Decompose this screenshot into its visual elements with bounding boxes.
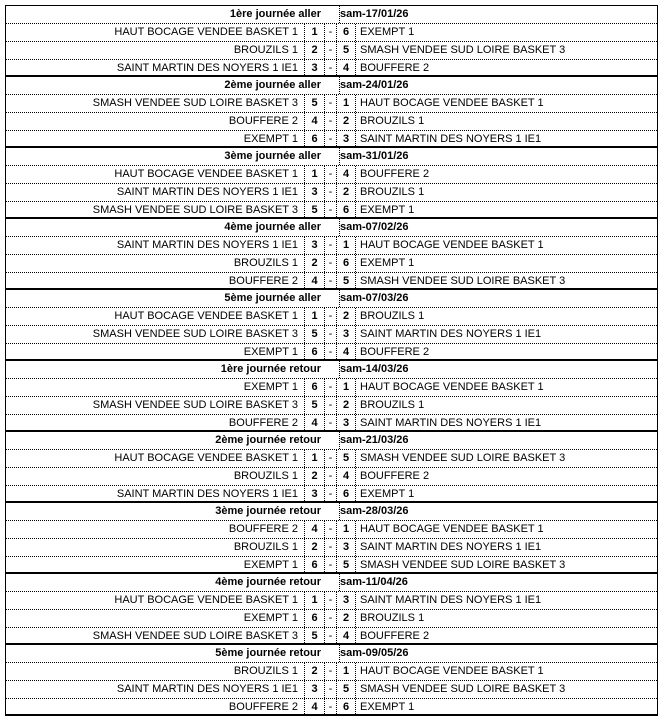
away-number: 2 bbox=[337, 184, 356, 201]
match-separator: - bbox=[325, 184, 337, 201]
round-header bbox=[6, 432, 657, 450]
home-team: HAUT BOCAGE VENDEE BASKET 1 bbox=[6, 450, 305, 467]
round-date: sam-11/04/26 bbox=[340, 576, 408, 588]
round-block bbox=[5, 77, 658, 148]
match-separator: - bbox=[325, 468, 337, 485]
away-number: 4 bbox=[337, 166, 356, 183]
match-separator: - bbox=[325, 397, 337, 414]
away-number: 3 bbox=[337, 131, 356, 148]
match-separator: - bbox=[325, 42, 337, 59]
home-team: EXEMPT 1 bbox=[6, 557, 305, 574]
round-block bbox=[5, 5, 658, 77]
away-number: 2 bbox=[337, 113, 356, 130]
round-title: 5ème journée retour bbox=[215, 647, 321, 659]
away-number: 4 bbox=[337, 344, 356, 361]
away-team: EXEMPT 1 bbox=[360, 26, 415, 38]
away-team: BOUFFERE 2 bbox=[360, 470, 430, 482]
home-number: 1 bbox=[305, 450, 325, 467]
home-number: 4 bbox=[305, 699, 325, 716]
away-number: 5 bbox=[337, 42, 356, 59]
home-team: BOUFFERE 2 bbox=[6, 415, 305, 432]
round-date: sam-31/01/26 bbox=[340, 150, 409, 162]
home-team: BOUFFERE 2 bbox=[6, 113, 305, 130]
match-row bbox=[6, 95, 657, 113]
match-separator: - bbox=[325, 344, 337, 361]
match-row bbox=[6, 255, 657, 273]
match-row bbox=[6, 539, 657, 557]
home-team: BROUZILS 1 bbox=[6, 42, 305, 59]
match-separator: - bbox=[325, 60, 337, 77]
schedule-table bbox=[5, 5, 658, 716]
away-number: 6 bbox=[337, 486, 356, 503]
home-number: 1 bbox=[305, 592, 325, 609]
away-team: BROUZILS 1 bbox=[360, 115, 425, 127]
home-team: SAINT MARTIN DES NOYERS 1 IE1 bbox=[6, 60, 305, 77]
home-number: 2 bbox=[305, 539, 325, 556]
match-row bbox=[6, 273, 657, 290]
away-team: BROUZILS 1 bbox=[360, 310, 425, 322]
away-number: 4 bbox=[337, 468, 356, 485]
match-separator: - bbox=[325, 486, 337, 503]
away-number: 6 bbox=[337, 699, 356, 716]
away-number: 1 bbox=[337, 379, 356, 396]
away-team: SAINT MARTIN DES NOYERS 1 IE1 bbox=[360, 417, 542, 429]
match-row bbox=[6, 202, 657, 219]
away-number: 1 bbox=[337, 237, 356, 254]
home-number: 5 bbox=[305, 326, 325, 343]
away-number: 3 bbox=[337, 326, 356, 343]
match-row bbox=[6, 344, 657, 361]
away-team: HAUT BOCAGE VENDEE BASKET 1 bbox=[360, 665, 544, 677]
round-block bbox=[5, 645, 658, 716]
home-team: SAINT MARTIN DES NOYERS 1 IE1 bbox=[6, 486, 305, 503]
home-number: 5 bbox=[305, 397, 325, 414]
round-title: 2ème journée aller bbox=[224, 79, 321, 91]
match-separator: - bbox=[325, 379, 337, 396]
away-team: SAINT MARTIN DES NOYERS 1 IE1 bbox=[360, 328, 542, 340]
home-team: BROUZILS 1 bbox=[6, 255, 305, 272]
away-team: BOUFFERE 2 bbox=[360, 630, 430, 642]
home-number: 1 bbox=[305, 166, 325, 183]
home-number: 6 bbox=[305, 379, 325, 396]
round-block bbox=[5, 361, 658, 432]
match-separator: - bbox=[325, 326, 337, 343]
away-team: EXEMPT 1 bbox=[360, 257, 415, 269]
match-row bbox=[6, 379, 657, 397]
away-team: HAUT BOCAGE VENDEE BASKET 1 bbox=[360, 523, 544, 535]
home-number: 2 bbox=[305, 255, 325, 272]
home-number: 6 bbox=[305, 557, 325, 574]
match-row bbox=[6, 450, 657, 468]
match-separator: - bbox=[325, 202, 337, 219]
away-number: 5 bbox=[337, 557, 356, 574]
away-number: 3 bbox=[337, 415, 356, 432]
round-block bbox=[5, 219, 658, 290]
round-header bbox=[6, 574, 657, 592]
match-separator: - bbox=[325, 95, 337, 112]
match-separator: - bbox=[325, 415, 337, 432]
home-team: EXEMPT 1 bbox=[6, 379, 305, 396]
round-date: sam-07/03/26 bbox=[340, 292, 409, 304]
home-team: BROUZILS 1 bbox=[6, 663, 305, 680]
round-title: 2ème journée retour bbox=[215, 434, 321, 446]
home-number: 3 bbox=[305, 681, 325, 698]
home-team: HAUT BOCAGE VENDEE BASKET 1 bbox=[6, 308, 305, 325]
round-date: sam-07/02/26 bbox=[340, 221, 409, 233]
home-team: SMASH VENDEE SUD LOIRE BASKET 3 bbox=[6, 326, 305, 343]
home-number: 6 bbox=[305, 131, 325, 148]
away-team: SAINT MARTIN DES NOYERS 1 IE1 bbox=[360, 541, 542, 553]
match-separator: - bbox=[325, 681, 337, 698]
round-header bbox=[6, 361, 657, 379]
match-separator: - bbox=[325, 131, 337, 148]
home-number: 4 bbox=[305, 273, 325, 290]
away-number: 2 bbox=[337, 397, 356, 414]
match-row bbox=[6, 237, 657, 255]
match-row bbox=[6, 628, 657, 645]
round-title: 3ème journée retour bbox=[215, 505, 321, 517]
match-row bbox=[6, 557, 657, 574]
away-team: EXEMPT 1 bbox=[360, 488, 415, 500]
match-row bbox=[6, 42, 657, 60]
away-number: 6 bbox=[337, 255, 356, 272]
round-header bbox=[6, 645, 657, 663]
round-date: sam-09/05/26 bbox=[340, 647, 409, 659]
match-separator: - bbox=[325, 273, 337, 290]
round-title: 5ème journée aller bbox=[224, 292, 321, 304]
match-separator: - bbox=[325, 24, 337, 41]
away-team: BOUFFERE 2 bbox=[360, 168, 430, 180]
home-number: 5 bbox=[305, 628, 325, 645]
match-row bbox=[6, 663, 657, 681]
home-number: 3 bbox=[305, 184, 325, 201]
away-number: 2 bbox=[337, 308, 356, 325]
home-number: 3 bbox=[305, 486, 325, 503]
home-team: SMASH VENDEE SUD LOIRE BASKET 3 bbox=[6, 202, 305, 219]
round-header bbox=[6, 503, 657, 521]
away-team: EXEMPT 1 bbox=[360, 701, 415, 713]
away-team: EXEMPT 1 bbox=[360, 204, 415, 216]
home-number: 3 bbox=[305, 60, 325, 77]
match-separator: - bbox=[325, 539, 337, 556]
away-team: BOUFFERE 2 bbox=[360, 346, 430, 358]
home-team: BOUFFERE 2 bbox=[6, 699, 305, 716]
home-number: 1 bbox=[305, 308, 325, 325]
home-team: HAUT BOCAGE VENDEE BASKET 1 bbox=[6, 24, 305, 41]
round-block bbox=[5, 574, 658, 645]
away-number: 5 bbox=[337, 681, 356, 698]
match-separator: - bbox=[325, 450, 337, 467]
match-row bbox=[6, 60, 657, 77]
away-number: 2 bbox=[337, 610, 356, 627]
home-team: BROUZILS 1 bbox=[6, 468, 305, 485]
home-team: EXEMPT 1 bbox=[6, 344, 305, 361]
home-number: 4 bbox=[305, 415, 325, 432]
round-block bbox=[5, 432, 658, 503]
round-date: sam-21/03/26 bbox=[340, 434, 409, 446]
round-title: 4ème journée aller bbox=[224, 221, 321, 233]
match-separator: - bbox=[325, 255, 337, 272]
away-number: 1 bbox=[337, 521, 356, 538]
match-separator: - bbox=[325, 521, 337, 538]
match-row bbox=[6, 166, 657, 184]
match-row bbox=[6, 131, 657, 148]
away-number: 4 bbox=[337, 628, 356, 645]
match-row bbox=[6, 486, 657, 503]
home-team: SMASH VENDEE SUD LOIRE BASKET 3 bbox=[6, 628, 305, 645]
home-team: EXEMPT 1 bbox=[6, 610, 305, 627]
away-team: HAUT BOCAGE VENDEE BASKET 1 bbox=[360, 381, 544, 393]
match-separator: - bbox=[325, 592, 337, 609]
away-team: SMASH VENDEE SUD LOIRE BASKET 3 bbox=[360, 452, 566, 464]
away-team: BOUFFERE 2 bbox=[360, 62, 430, 74]
away-team: HAUT BOCAGE VENDEE BASKET 1 bbox=[360, 239, 544, 251]
home-number: 2 bbox=[305, 663, 325, 680]
home-team: EXEMPT 1 bbox=[6, 131, 305, 148]
match-separator: - bbox=[325, 308, 337, 325]
round-block bbox=[5, 290, 658, 361]
away-team: SAINT MARTIN DES NOYERS 1 IE1 bbox=[360, 133, 542, 145]
match-row bbox=[6, 326, 657, 344]
away-number: 6 bbox=[337, 202, 356, 219]
home-team: SAINT MARTIN DES NOYERS 1 IE1 bbox=[6, 237, 305, 254]
away-team: SMASH VENDEE SUD LOIRE BASKET 3 bbox=[360, 44, 566, 56]
home-team: BROUZILS 1 bbox=[6, 539, 305, 556]
away-number: 5 bbox=[337, 450, 356, 467]
away-team: SMASH VENDEE SUD LOIRE BASKET 3 bbox=[360, 683, 566, 695]
round-block bbox=[5, 148, 658, 219]
away-number: 4 bbox=[337, 60, 356, 77]
round-title: 4ème journée retour bbox=[215, 576, 321, 588]
match-separator: - bbox=[325, 628, 337, 645]
match-separator: - bbox=[325, 166, 337, 183]
match-row bbox=[6, 681, 657, 699]
home-team: SAINT MARTIN DES NOYERS 1 IE1 bbox=[6, 681, 305, 698]
away-number: 1 bbox=[337, 95, 356, 112]
away-number: 3 bbox=[337, 539, 356, 556]
home-number: 4 bbox=[305, 113, 325, 130]
match-row bbox=[6, 521, 657, 539]
round-title: 3ème journée aller bbox=[224, 150, 321, 162]
match-row bbox=[6, 24, 657, 42]
match-row bbox=[6, 397, 657, 415]
round-header bbox=[6, 219, 657, 237]
match-row bbox=[6, 308, 657, 326]
home-number: 6 bbox=[305, 610, 325, 627]
away-team: BROUZILS 1 bbox=[360, 399, 425, 411]
round-title: 1ère journée retour bbox=[220, 363, 321, 375]
away-team: BROUZILS 1 bbox=[360, 612, 425, 624]
match-separator: - bbox=[325, 113, 337, 130]
match-separator: - bbox=[325, 557, 337, 574]
home-number: 5 bbox=[305, 95, 325, 112]
match-separator: - bbox=[325, 699, 337, 716]
away-team: SMASH VENDEE SUD LOIRE BASKET 3 bbox=[360, 275, 566, 287]
home-number: 1 bbox=[305, 24, 325, 41]
match-row bbox=[6, 699, 657, 716]
away-number: 6 bbox=[337, 24, 356, 41]
round-header bbox=[6, 77, 657, 95]
away-team: HAUT BOCAGE VENDEE BASKET 1 bbox=[360, 97, 544, 109]
round-header bbox=[6, 148, 657, 166]
home-number: 2 bbox=[305, 42, 325, 59]
home-team: SAINT MARTIN DES NOYERS 1 IE1 bbox=[6, 184, 305, 201]
away-number: 5 bbox=[337, 273, 356, 290]
away-team: SMASH VENDEE SUD LOIRE BASKET 3 bbox=[360, 559, 566, 571]
match-row bbox=[6, 113, 657, 131]
round-block bbox=[5, 503, 658, 574]
match-separator: - bbox=[325, 610, 337, 627]
round-date: sam-24/01/26 bbox=[340, 79, 409, 91]
home-number: 5 bbox=[305, 202, 325, 219]
home-team: SMASH VENDEE SUD LOIRE BASKET 3 bbox=[6, 397, 305, 414]
round-date: sam-17/01/26 bbox=[340, 8, 409, 20]
match-row bbox=[6, 592, 657, 610]
match-row bbox=[6, 610, 657, 628]
home-number: 4 bbox=[305, 521, 325, 538]
match-separator: - bbox=[325, 663, 337, 680]
round-header bbox=[6, 290, 657, 308]
home-team: HAUT BOCAGE VENDEE BASKET 1 bbox=[6, 166, 305, 183]
home-team: SMASH VENDEE SUD LOIRE BASKET 3 bbox=[6, 95, 305, 112]
match-row bbox=[6, 184, 657, 202]
match-separator: - bbox=[325, 237, 337, 254]
match-row bbox=[6, 468, 657, 486]
home-team: BOUFFERE 2 bbox=[6, 273, 305, 290]
away-team: SAINT MARTIN DES NOYERS 1 IE1 bbox=[360, 594, 542, 606]
match-row bbox=[6, 415, 657, 432]
round-title: 1ère journée aller bbox=[229, 8, 321, 20]
round-header bbox=[6, 6, 657, 24]
home-number: 2 bbox=[305, 468, 325, 485]
home-number: 3 bbox=[305, 237, 325, 254]
round-date: sam-28/03/26 bbox=[340, 505, 409, 517]
away-team: BROUZILS 1 bbox=[360, 186, 425, 198]
away-number: 1 bbox=[337, 663, 356, 680]
away-number: 3 bbox=[337, 592, 356, 609]
round-date: sam-14/03/26 bbox=[340, 363, 409, 375]
home-number: 6 bbox=[305, 344, 325, 361]
home-team: HAUT BOCAGE VENDEE BASKET 1 bbox=[6, 592, 305, 609]
home-team: BOUFFERE 2 bbox=[6, 521, 305, 538]
